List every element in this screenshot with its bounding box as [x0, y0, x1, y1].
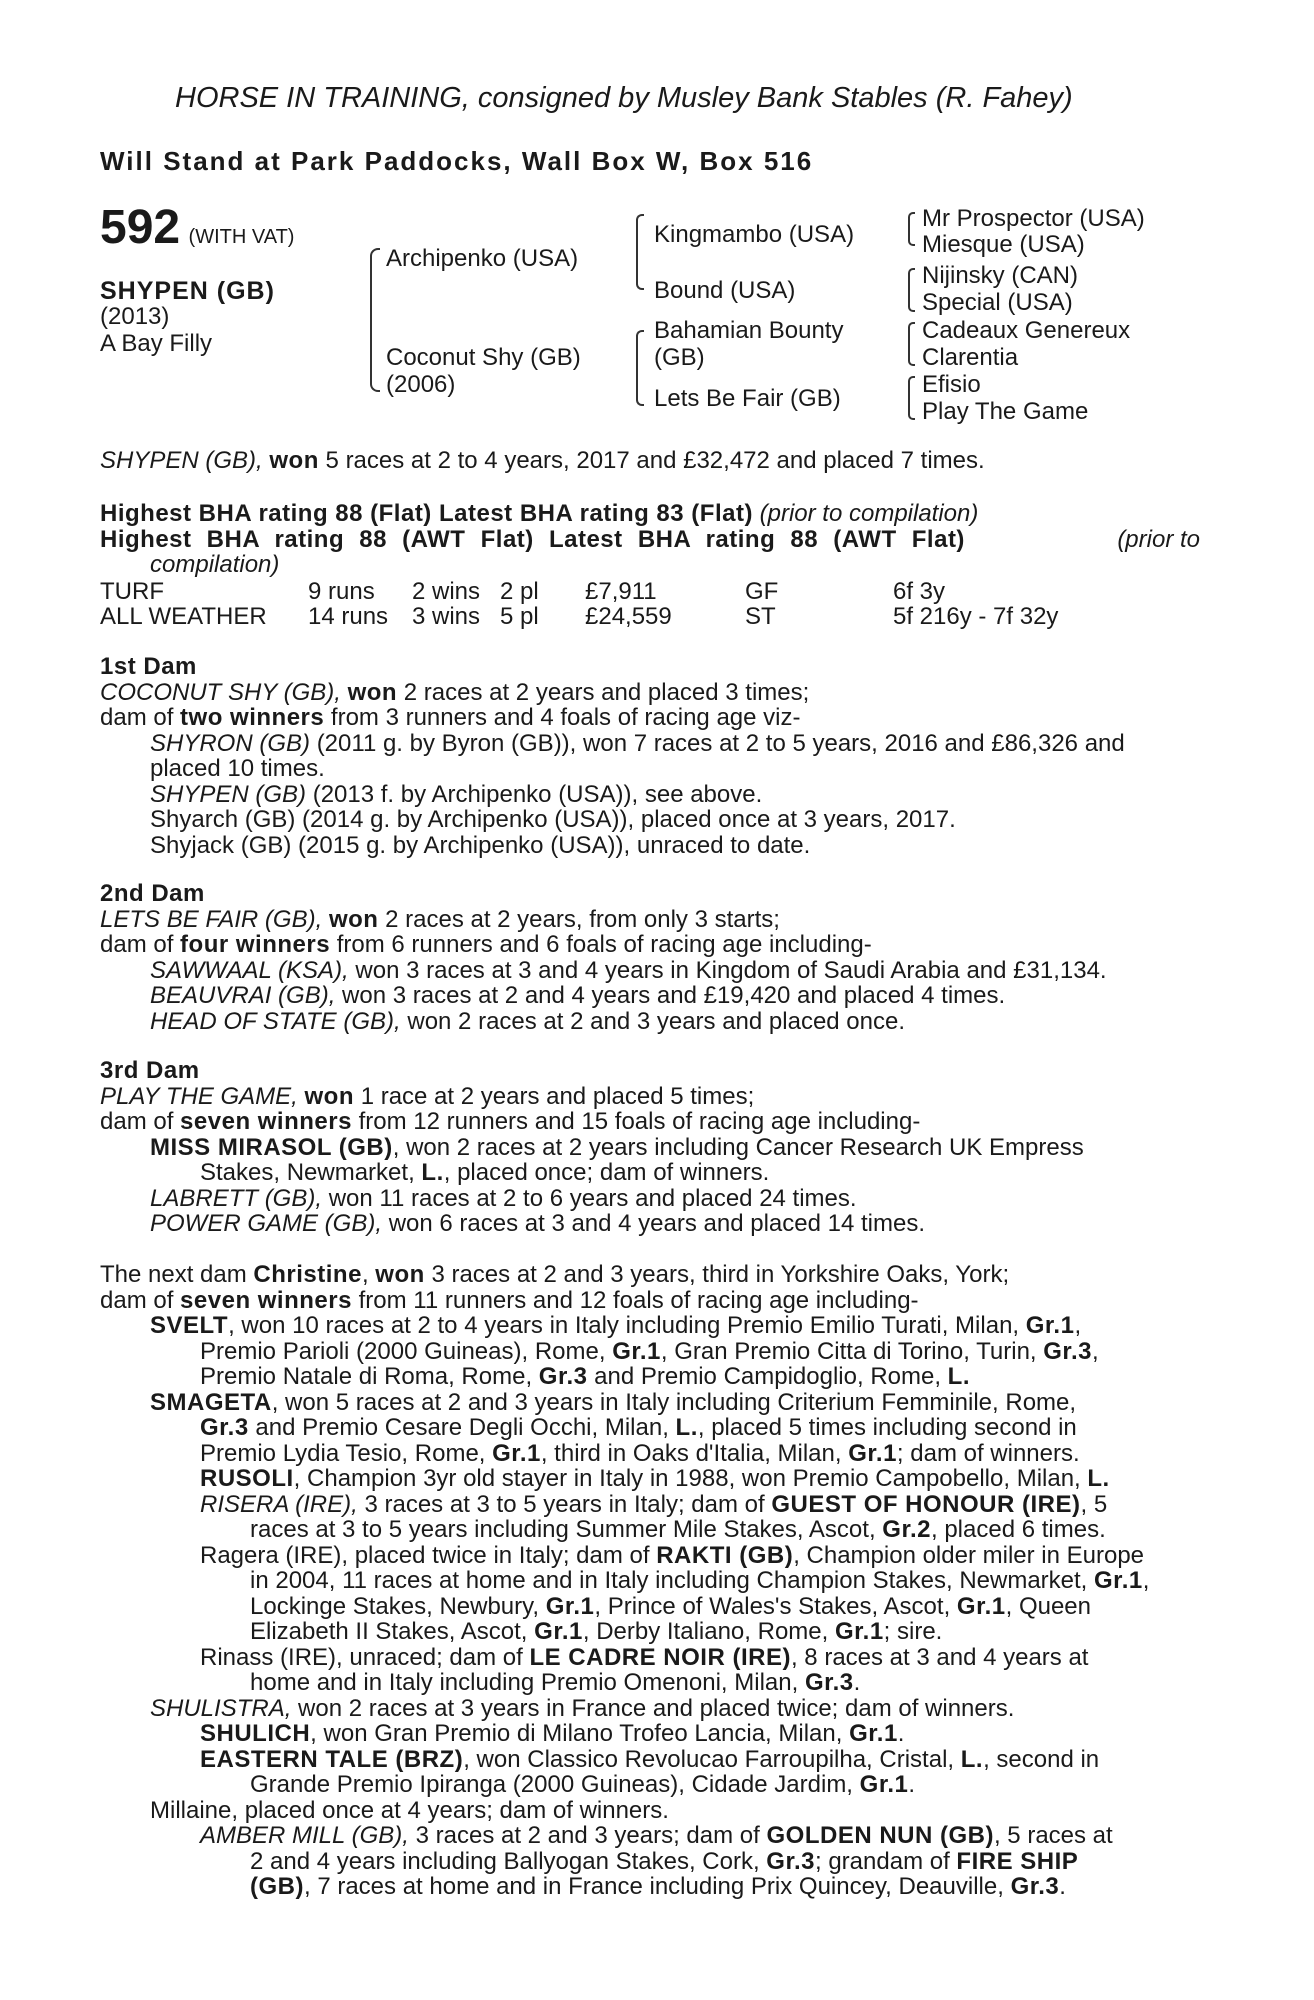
offspring-name: RISERA (IRE),: [200, 1490, 358, 1518]
race-grade: Gr.1: [1025, 1312, 1075, 1339]
section-heading: 1st Dam: [100, 653, 197, 680]
offspring-name: LE CADRE NOIR (IRE): [529, 1643, 791, 1671]
dam-name: COCONUT SHY (GB),: [100, 678, 341, 706]
awt-rating-note: (prior to: [1117, 525, 1200, 553]
offspring-record: , 5: [1080, 1490, 1108, 1518]
pedigree-brace: [908, 268, 915, 312]
race-grade: L.: [675, 1414, 698, 1441]
offspring-record: Premio Lydia Tesio, Rome,: [200, 1439, 486, 1467]
consignor-header: HORSE IN TRAINING, consigned by Musley Bank Stables (R. Fahey): [175, 82, 1073, 114]
offspring-name: SVELT: [150, 1312, 229, 1339]
offspring-record: 2 and 4 years including Ballyogan Stakes, Cork,: [250, 1847, 760, 1875]
offspring-record: 3 races at 3 to 5 years in Italy; dam of: [364, 1490, 765, 1518]
offspring-record: ; dam of winners.: [896, 1439, 1080, 1467]
stat-going: GF: [745, 578, 779, 605]
offspring-record: (2013 f. by Archipenko (USA)), see above.: [312, 780, 763, 808]
horse-year: (2013): [100, 303, 170, 330]
offspring-record: Shyjack (GB) (2015 g. by Archipenko (USA)), unraced to date.: [150, 831, 811, 859]
lot-number: 592: [100, 201, 181, 254]
pedigree-sire-sire: Kingmambo (USA): [654, 221, 855, 248]
offspring-name: HEAD OF STATE (GB),: [150, 1007, 401, 1035]
offspring-record: Rinass (IRE), unraced; dam of: [200, 1643, 523, 1671]
offspring-record: Shyarch (GB) (2014 g. by Archipenko (USA)), placed once at 3 years, 2017.: [150, 806, 956, 833]
stat-placed: 2 pl: [500, 578, 539, 605]
race-grade: Gr.1: [492, 1439, 541, 1467]
offspring-name: SMAGETA: [150, 1388, 272, 1416]
offspring-record: Lockinge Stakes, Newbury,: [250, 1592, 540, 1620]
race-grade: L.: [421, 1159, 444, 1186]
won-label: won: [375, 1261, 425, 1288]
stat-money: £7,911: [585, 578, 657, 605]
offspring-record: Premio Parioli (2000 Guineas), Rome,: [200, 1337, 606, 1365]
offspring-record: placed 10 times.: [150, 755, 325, 782]
offspring-name: SHULICH: [200, 1720, 311, 1747]
stat-going: ST: [745, 603, 776, 630]
third-dam-section: [100, 1058, 1200, 1237]
offspring-record: and Premio Campidoglio, Rome,: [594, 1363, 941, 1390]
pedigree-brace: [636, 330, 644, 406]
offspring-record: and Premio Cesare Degli Occhi, Milan,: [255, 1414, 669, 1441]
pedigree-gen3: Mr Prospector (USA): [922, 205, 1145, 232]
text: ,: [361, 1261, 369, 1288]
winners-count: seven winners: [180, 1286, 352, 1314]
offspring-record: , won 10 races at 2 to 4 years in Italy including Premio Emilio Turati, Milan,: [228, 1312, 1020, 1339]
offspring-record: , placed 5 times including second in: [697, 1414, 1077, 1441]
offspring-name: GUEST OF HONOUR (IRE): [771, 1490, 1081, 1518]
summary-won: won: [269, 447, 319, 474]
awt-rating-note-cont: compilation): [150, 551, 280, 578]
offspring-record: Millaine, placed once at 4 years; dam of winners.: [150, 1796, 669, 1824]
offspring-record: , 7 races at home and in France including Prix Quincey, Deauville,: [303, 1873, 1004, 1900]
offspring-record: won 3 races at 2 and 4 years and £19,420 and placed 4 times.: [342, 982, 1006, 1009]
offspring-name: RUSOLI: [200, 1465, 294, 1492]
race-grade: Gr.1: [956, 1592, 1006, 1620]
pedigree-gen3: Cadeaux Genereux: [922, 317, 1131, 344]
dam-record: 1 race at 2 years and placed 5 times;: [360, 1082, 755, 1110]
vat-note: (WITH VAT): [188, 226, 295, 248]
offspring-record: won 6 races at 3 and 4 years and placed 14 times.: [388, 1210, 926, 1237]
stat-placed: 5 pl: [500, 603, 539, 630]
winners-count: four winners: [180, 931, 331, 958]
offspring-name: EASTERN TALE (BRZ): [200, 1745, 464, 1773]
race-grade: L.: [960, 1745, 984, 1773]
pedigree-dam-sire: Bahamian Bounty: [654, 317, 844, 344]
offspring-name: MISS MIRASOL (GB): [150, 1133, 393, 1161]
stat-money: £24,559: [585, 603, 672, 630]
text: dam of: [100, 704, 174, 731]
pedigree-brace: [908, 322, 915, 366]
offspring-record: (2011 g. by Byron (GB)), won 7 races at 2 to 5 years, 2016 and £86,326 and: [316, 729, 1125, 757]
race-grade: L.: [947, 1363, 970, 1390]
race-grade: Gr.1: [859, 1771, 909, 1798]
offspring-record: , Prince of Wales's Stakes, Ascot,: [594, 1592, 951, 1620]
pedigree-brace: [908, 212, 915, 246]
first-dam-section: [100, 654, 1200, 858]
offspring-record: Elizabeth II Stakes, Ascot,: [250, 1618, 528, 1645]
offspring-record: races at 3 to 5 years including Summer Mile Stakes, Ascot,: [250, 1516, 876, 1543]
pedigree-gen3: Efisio: [922, 371, 981, 398]
offspring-record: , won Classico Revolucao Farroupilha, Cristal,: [463, 1745, 955, 1773]
stat-distance: 6f 3y: [893, 578, 946, 605]
pedigree-gen3: Special (USA): [922, 289, 1073, 316]
pedigree-sire-dam: Bound (USA): [654, 277, 796, 304]
won-label: won: [304, 1082, 355, 1110]
flat-rating: Highest BHA rating 88 (Flat) Latest BHA rating 83 (Flat): [100, 500, 753, 527]
pedigree-gen3: Play The Game: [922, 398, 1089, 425]
text: from 3 runners and 4 foals of racing age viz-: [330, 704, 801, 731]
pedigree-dam-year: (2006): [386, 371, 456, 398]
race-grade: Gr.3: [1010, 1873, 1060, 1900]
offspring-record: , won 2 races at 2 years including Cancer Research UK Empress: [392, 1133, 1084, 1161]
race-grade: Gr.1: [848, 1439, 897, 1467]
summary-name: SHYPEN (GB),: [100, 447, 263, 474]
offspring-record: won 2 races at 3 years in France and placed twice; dam of winners.: [298, 1694, 1015, 1722]
pedigree-gen3: Nijinsky (CAN): [922, 262, 1078, 289]
dam-record: 2 races at 2 years, from only 3 starts;: [385, 905, 780, 933]
stat-surface: ALL WEATHER: [100, 603, 267, 630]
pedigree-gen3: Clarentia: [922, 344, 1019, 371]
offspring-record: , Queen: [1005, 1592, 1092, 1620]
pedigree-brace: [636, 214, 644, 290]
race-grade: Gr.2: [882, 1516, 931, 1543]
pedigree-dam-sire-country: (GB): [654, 344, 705, 371]
second-dam-section: [100, 881, 1200, 1034]
offspring-record: , Champion older miler in Europe: [793, 1541, 1145, 1569]
offspring-record: , placed once; dam of winners.: [443, 1159, 770, 1186]
horse-name: SHYPEN (GB): [100, 277, 275, 305]
offspring-record: Ragera (IRE), placed twice in Italy; dam of: [200, 1541, 650, 1569]
offspring-name: RAKTI (GB): [656, 1541, 794, 1569]
race-summary: [100, 448, 1200, 474]
stat-wins: 3 wins: [412, 603, 481, 630]
stat-surface: TURF: [100, 578, 164, 605]
offspring-name: LABRETT (GB),: [150, 1184, 323, 1212]
race-grade: Gr.1: [849, 1720, 898, 1747]
pedigree-sire: Archipenko (USA): [386, 245, 579, 272]
lot-number-block: [100, 200, 294, 255]
race-grade: Gr.1: [545, 1592, 595, 1620]
offspring-record: won 2 races at 2 and 3 years and placed once.: [407, 1007, 906, 1035]
awt-rating: Highest BHA rating 88 (AWT Flat) Latest BHA rating 88 (AWT Flat): [100, 525, 965, 553]
offspring-name: GOLDEN NUN (GB): [766, 1822, 994, 1849]
stat-runs: 14 runs: [308, 603, 389, 630]
offspring-record: , won Gran Premio di Milano Trofeo Lancia, Milan,: [310, 1720, 843, 1747]
offspring-name: SAWWAAL (KSA),: [150, 956, 349, 984]
section-heading: 2nd Dam: [100, 880, 205, 907]
offspring-name: FIRE SHIP: [956, 1847, 1079, 1875]
race-grade: Gr.1: [612, 1337, 661, 1365]
dam-name: PLAY THE GAME,: [100, 1082, 298, 1110]
race-grade: Gr.3: [1043, 1337, 1092, 1365]
offspring-record: Grande Premio Ipiranga (2000 Guineas), Cidade Jardim,: [250, 1771, 853, 1798]
offspring-record: ; grandam of: [815, 1847, 950, 1875]
offspring-record: Premio Natale di Roma, Rome,: [200, 1363, 533, 1390]
offspring-name: BEAUVRAI (GB),: [150, 982, 336, 1009]
summary-text: 5 races at 2 to 4 years, 2017 and £32,472 and placed 7 times.: [325, 447, 985, 474]
race-grade: Gr.3: [538, 1363, 588, 1390]
offspring-name: SHULISTRA,: [150, 1694, 292, 1722]
dam-record: 2 races at 2 years and placed 3 times;: [403, 678, 810, 706]
offspring-record: Stakes, Newmarket,: [200, 1159, 415, 1186]
race-grade: Gr.3: [200, 1414, 249, 1441]
offspring-name: (GB): [250, 1873, 304, 1900]
dam-name: LETS BE FAIR (GB),: [100, 905, 323, 933]
race-grade: L.: [1087, 1465, 1110, 1492]
offspring-record: , Gran Premio Citta di Torino, Turin,: [660, 1337, 1037, 1365]
winners-count: two winners: [180, 704, 325, 731]
text: from 11 runners and 12 foals of racing age including-: [358, 1286, 919, 1314]
offspring-record: , 8 races at 3 and 4 years at: [790, 1643, 1089, 1671]
offspring-record: , second in: [983, 1745, 1100, 1773]
offspring-name: SHYRON (GB): [150, 729, 311, 757]
text: dam of: [100, 931, 174, 958]
offspring-record: , Champion 3yr old stayer in Italy in 1988, won Premio Campobello, Milan,: [293, 1465, 1081, 1492]
pedigree-brace: [370, 248, 380, 392]
race-grade: Gr.3: [766, 1847, 815, 1875]
text: from 6 runners and 6 foals of racing age including-: [336, 931, 872, 958]
offspring-record: won 11 races at 2 to 6 years and placed 24 times.: [328, 1184, 857, 1212]
offspring-record: in 2004, 11 races at home and in Italy including Champion Stakes, Newmarket,: [250, 1567, 1088, 1594]
race-grade: Gr.1: [534, 1618, 583, 1645]
offspring-name: AMBER MILL (GB),: [200, 1822, 409, 1849]
offspring-name: SHYPEN (GB): [150, 780, 307, 808]
section-heading: 3rd Dam: [100, 1057, 200, 1084]
offspring-record: won 3 races at 3 and 4 years in Kingdom of Saudi Arabia and £31,134.: [355, 956, 1107, 984]
pedigree-brace: [908, 376, 915, 420]
race-grade: Gr.3: [804, 1669, 854, 1696]
stat-wins: 2 wins: [412, 578, 481, 605]
text: dam of: [100, 1286, 174, 1314]
stat-distance: 5f 216y - 7f 32y: [893, 603, 1059, 630]
pedigree-dam-dam: Lets Be Fair (GB): [654, 385, 841, 412]
offspring-name: POWER GAME (GB),: [150, 1210, 383, 1237]
text: from 12 runners and 15 foals of racing age including-: [358, 1108, 921, 1135]
stand-location: Will Stand at Park Paddocks, Wall Box W, Box 516: [100, 146, 814, 176]
race-grade: Gr.1: [1094, 1567, 1143, 1594]
pedigree-dam: Coconut Shy (GB): [386, 344, 581, 371]
offspring-record: , Derby Italiano, Rome,: [582, 1618, 829, 1645]
bha-ratings: [100, 501, 1200, 578]
offspring-record: , third in Oaks d'Italia, Milan,: [540, 1439, 842, 1467]
pedigree-gen3: Miesque (USA): [922, 231, 1085, 258]
offspring-record: , won 5 races at 2 and 3 years in Italy including Criterium Femminile, Rome,: [271, 1388, 1077, 1416]
offspring-record: ; sire.: [883, 1618, 943, 1645]
horse-description: A Bay Filly: [100, 330, 213, 357]
winners-count: seven winners: [180, 1108, 352, 1135]
stat-runs: 9 runs: [308, 578, 375, 605]
won-label: won: [347, 678, 398, 706]
text: The next dam: [100, 1261, 247, 1288]
offspring-record: 3 races at 2 and 3 years; dam of: [415, 1822, 760, 1849]
won-label: won: [328, 905, 379, 933]
offspring-record: home and in Italy including Premio Omenoni, Milan,: [250, 1669, 799, 1696]
text: dam of: [100, 1108, 174, 1135]
offspring-record: , 5 races at: [993, 1822, 1113, 1849]
dam-name: Christine: [253, 1261, 362, 1288]
offspring-record: , placed 6 times.: [930, 1516, 1106, 1543]
dam-record: 3 races at 2 and 3 years, third in Yorkshire Oaks, York;: [431, 1261, 1010, 1288]
race-grade: Gr.1: [834, 1618, 884, 1645]
flat-rating-note: (prior to compilation): [759, 500, 979, 527]
next-dam-section: The next dam Christine, won 3 races at 2 and 3 years, third in Yorkshire Oaks, York; dam of seven winners from 11 runners and 12 foals of racing age including- SVELT, won 10 races at 2 to 4 years in Italy including Premio Emilio Turati, Milan, Gr.1, Premio Parioli (2000 Guineas), Rome, Gr.1, Gran Premio Citta di Torino, Turin, Gr.3, Premio Natale di Roma, Rome, Gr.3 and Premio Campidoglio, Rome, L. SMAGETA, won 5 races at 2 and 3 years in Italy including Criterium Femminile, Rome, Gr.3 and Premio Cesare Degli Occhi, Milan, L., placed 5 times including second in Premio Lydia Tesio, Rome, Gr.1, third in Oaks d'Italia, Milan, Gr.1; dam of winners. RUSOLI, Champion 3yr old stayer in Italy in 1988, won Premio Campobello, Milan, L. RISERA (IRE), 3 races at 3 to 5 years in Italy; dam of GUEST OF HONOUR (IRE), 5 races at 3 to 5 years including Summer Mile Stakes, Ascot, Gr.2, placed 6 times. Ragera (IRE), placed twice in Italy; dam of RAKTI (GB), Champion older miler in Europe in 2004, 11 races at home and in Italy including Champion Stakes, Newmarket, Gr.1, Lockinge Stakes, Newbury, Gr.1, Prince of Wales's Stakes, Ascot, Gr.1, Queen Elizabeth II Stakes, Ascot, Gr.1, Derby Italiano, Rome, Gr.1; sire. Rinass (IRE), unraced; dam of LE CADRE NOIR (IRE), 8 races at 3 and 4 years at home and in Italy including Premio Omenoni, Milan, Gr.3. SHULISTRA, won 2 races at 3 years in France and placed twice; dam of winners. SHULICH, won Gran Premio di Milano Trofeo Lancia, Milan, Gr.1. EASTERN TALE (BRZ), won Classico Revolucao Farroupilha, Cristal, L., second in Grande Premio Ipiranga (2000 Guineas), Cidade Jardim, Gr.1. Millaine, placed once at 4 years; dam of winners. AMBER MILL (GB), 3 races at 2 and 3 years; dam of GOLDEN NUN (GB), 5 races at 2 and 4 years including Ballyogan Stakes, Cork, Gr.3; grandam of FIRE SHIP (GB), 7 races at home and in France including Prix Quincey, Deauville, Gr.3.: [100, 1261, 1150, 1900]
